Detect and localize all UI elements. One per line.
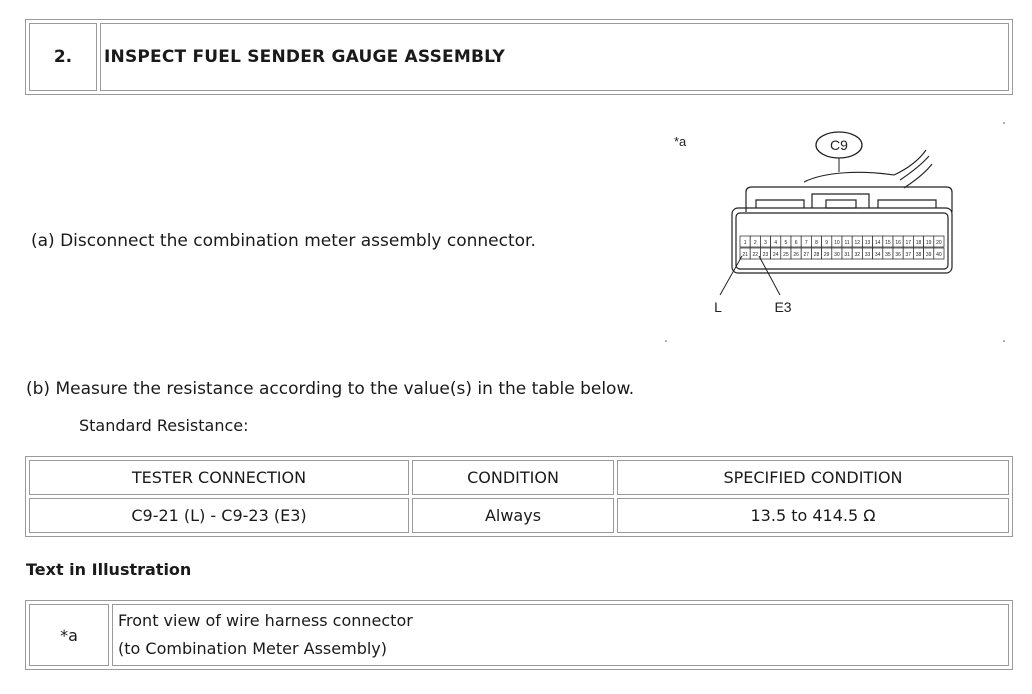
connector-pin-number: 8 (815, 240, 818, 246)
connector-id-label: C9 (830, 137, 848, 153)
connector-pin-number: 11 (844, 240, 850, 246)
legend-description-line-1: Front view of wire harness connector (118, 611, 413, 630)
connector-pin-number: 31 (844, 252, 850, 258)
connector-pin-number: 37 (905, 252, 912, 258)
pin-label-l: L (714, 299, 722, 315)
connector-pin-number: 35 (885, 252, 891, 258)
connector-pin-number: 32 (854, 252, 861, 258)
step-number: 2. (29, 23, 97, 91)
connector-pin-number: 22 (752, 252, 759, 258)
spec-table-header-row (29, 460, 1009, 495)
spec-cell-specified-condition: 13.5 to 414.5 Ω (617, 498, 1009, 533)
wire-harness (804, 150, 926, 182)
spec-cell-condition: Always (412, 498, 614, 533)
connector-pin-number: 1 (743, 240, 747, 246)
connector-pin-number: 4 (774, 240, 778, 246)
connector-pin-number: 12 (854, 240, 861, 246)
legend-key: *a (29, 604, 109, 666)
pin-callout-line-e3 (759, 256, 780, 295)
connector-pin-number: 26 (793, 252, 799, 258)
connector-pin-number: 29 (823, 252, 830, 258)
spec-header-condition: CONDITION (412, 460, 614, 495)
connector-pin-number: 38 (915, 252, 922, 258)
connector-pin-number: 7 (804, 240, 808, 246)
connector-pin-number: 6 (794, 240, 798, 246)
connector-pin-number: 10 (834, 240, 840, 246)
spec-header-tester-connection: TESTER CONNECTION (29, 460, 409, 495)
connector-pin-number: 14 (874, 240, 881, 246)
connector-pin-number: 19 (925, 240, 932, 246)
spec-table (25, 456, 1013, 537)
illustration-key-label: *a (674, 134, 687, 149)
instruction-step-b: (b) Measure the resistance according to the value(s) in the table below. (26, 379, 635, 399)
connector-pin-number: 36 (895, 252, 901, 258)
connector-pin-number: 13 (864, 240, 871, 246)
connector-pin-number: 23 (762, 252, 769, 258)
illustration-text-heading: Text in Illustration (26, 560, 192, 579)
connector-illustration (664, 120, 1014, 344)
illustration-legend-table (25, 600, 1013, 670)
spec-cell-tester-connection: C9-21 (L) - C9-23 (E3) (29, 498, 409, 533)
connector-pin-number: 17 (905, 240, 912, 246)
step-title: INSPECT FUEL SENDER GAUGE ASSEMBLY (100, 23, 1009, 91)
connector-pin-number: 33 (864, 252, 871, 258)
connector-pin-number: 3 (764, 240, 767, 246)
connector-pin-grid (740, 236, 944, 259)
legend-description-line-2: (to Combination Meter Assembly) (118, 639, 388, 658)
connector-pin-number: 28 (813, 252, 820, 258)
table-row (29, 498, 1009, 533)
connector-pin-number: 40 (936, 252, 942, 258)
connector-body (732, 187, 952, 273)
connector-pin-number: 25 (783, 252, 789, 258)
connector-pin-number: 5 (784, 240, 788, 246)
connector-pin-number: 27 (803, 252, 810, 258)
connector-pin-number: 30 (834, 252, 840, 258)
connector-pin-number: 15 (885, 240, 891, 246)
connector-pin-number: 16 (895, 240, 901, 246)
connector-pin-number: 34 (874, 252, 881, 258)
legend-description (112, 604, 1009, 666)
step-header-table (25, 19, 1013, 95)
connector-pin-number: 21 (742, 252, 748, 258)
connector-pin-number: 20 (936, 240, 942, 246)
standard-resistance-label: Standard Resistance: (79, 416, 249, 435)
connector-pin-number: 39 (925, 252, 932, 258)
connector-pin-number: 24 (772, 252, 779, 258)
connector-pin-number: 2 (753, 240, 757, 246)
table-row (29, 604, 1009, 666)
connector-pin-number: 18 (915, 240, 922, 246)
connector-pin-number: 9 (825, 240, 829, 246)
spec-header-specified-condition: SPECIFIED CONDITION (617, 460, 1009, 495)
pin-callout-line-l (720, 256, 742, 295)
instruction-step-a: (a) Disconnect the combination meter assembly connector. (31, 231, 536, 251)
pin-label-e3: E3 (774, 299, 792, 315)
